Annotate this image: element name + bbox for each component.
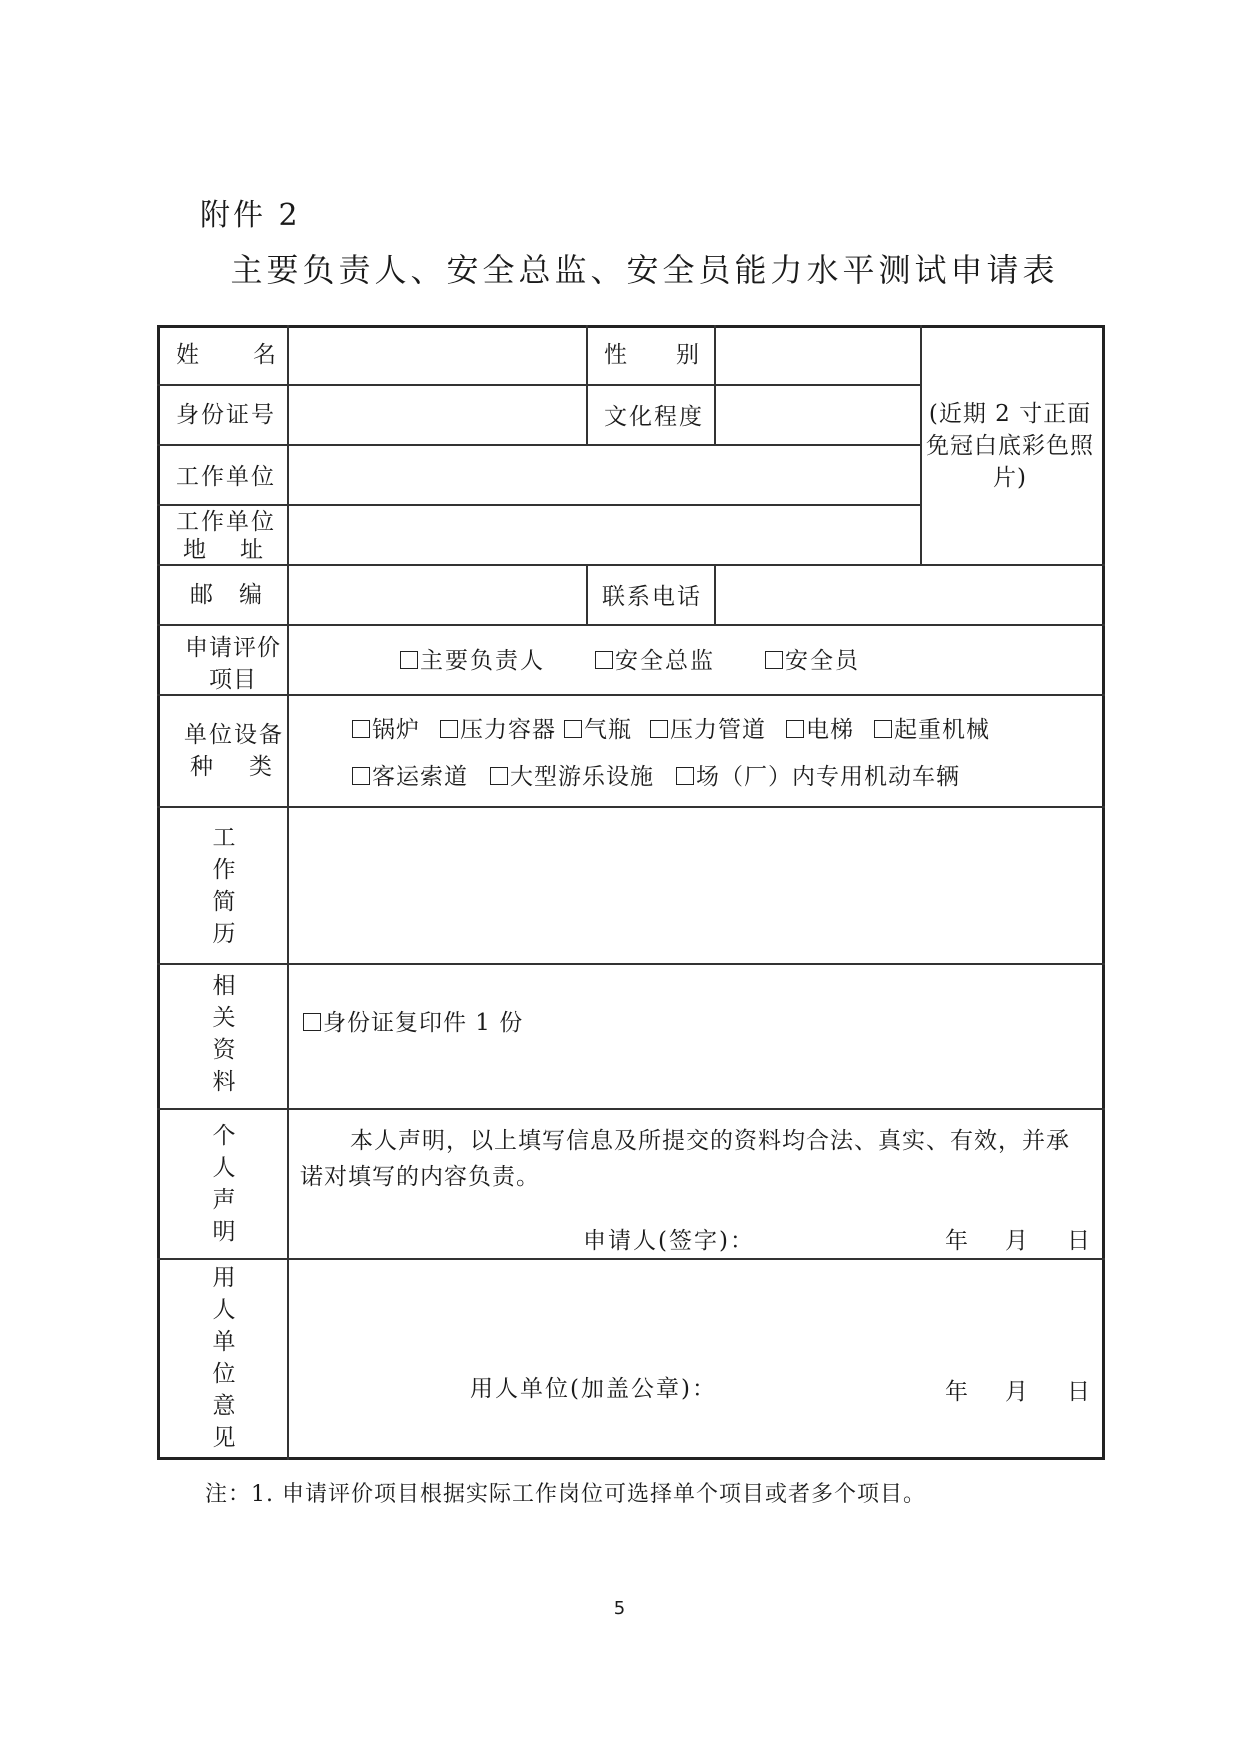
label-work-unit: 工作单位 [176, 464, 276, 490]
label-materials: 相关资料 [212, 973, 236, 1095]
label-id-number: 身份证号 [176, 402, 276, 428]
checkbox-icon [352, 767, 370, 785]
option-boiler[interactable]: 锅炉 [352, 715, 420, 745]
checkbox-icon [440, 720, 458, 738]
option-pressure-pipe[interactable]: 压力管道 [650, 715, 766, 745]
row-divider [157, 694, 1105, 696]
label-postcode: 邮 编 [190, 582, 262, 608]
employer-sign-month: 月 [1005, 1379, 1030, 1405]
checkbox-icon [490, 767, 508, 785]
equipment-options-row2 [352, 762, 960, 792]
resume-input[interactable] [290, 809, 1102, 962]
applicant-sign-month: 月 [1005, 1228, 1030, 1254]
label-declaration: 个人声明 [212, 1123, 236, 1245]
checkbox-icon [564, 720, 582, 738]
row-divider [157, 624, 1105, 626]
checkbox-icon [595, 651, 613, 669]
employer-sign-year: 年 [945, 1379, 970, 1405]
phone-input[interactable] [717, 567, 1102, 623]
label-employer-opinion: 用人单位意见 [212, 1265, 236, 1451]
employer-opinion-input[interactable] [290, 1261, 1102, 1381]
declaration-text: 本人声明，以上填写信息及所提交的资料均合法、真实、有效，并承诺对填写的内容负责。 [300, 1128, 1070, 1190]
checkbox-icon [786, 720, 804, 738]
option-lifting-machinery[interactable]: 起重机械 [874, 715, 990, 745]
photo-slot[interactable] [923, 328, 1103, 564]
equipment-options-row1 [352, 715, 990, 745]
education-input[interactable] [717, 387, 919, 443]
label-work-address-2: 地 址 [183, 537, 263, 563]
row-divider [157, 1108, 1105, 1110]
row-divider [157, 564, 1105, 566]
applicant-signature-field[interactable] [760, 1220, 930, 1256]
photo-placeholder-note: (近期 2 寸正面免冠白底彩色照片) [926, 401, 1094, 491]
label-gender: 性 别 [604, 342, 699, 368]
column-divider [920, 325, 922, 565]
checkbox-icon [874, 720, 892, 738]
column-divider [287, 325, 289, 1460]
apply-options [400, 646, 860, 676]
checkbox-icon [650, 720, 668, 738]
label-equipment-1: 单位设备 [184, 722, 284, 748]
option-amusement-facility[interactable]: 大型游乐设施 [490, 762, 654, 792]
row-divider [157, 384, 922, 386]
name-input[interactable] [290, 328, 585, 384]
column-divider [714, 564, 716, 624]
applicant-sign-day: 日 [1067, 1228, 1092, 1254]
label-education: 文化程度 [604, 404, 704, 430]
option-gas-cylinder[interactable]: 气瓶 [564, 715, 632, 745]
label-equipment-2: 种 类 [190, 754, 272, 780]
option-safety-officer[interactable]: 安全员 [765, 646, 860, 676]
page-number: 5 [613, 1598, 626, 1619]
attachment-label: 附件 2 [200, 198, 301, 233]
work-address-input[interactable] [290, 507, 919, 563]
label-apply-item: 申请评价项目 [185, 635, 281, 693]
checkbox-icon [352, 720, 370, 738]
employer-stamp-label: 用人单位(加盖公章)： [470, 1376, 717, 1402]
checkbox-icon [303, 1013, 321, 1031]
row-divider [157, 504, 922, 506]
label-phone: 联系电话 [602, 584, 702, 610]
option-principal[interactable]: 主要负责人 [400, 646, 545, 676]
row-divider [157, 963, 1105, 965]
page-title: 主要负责人、安全总监、安全员能力水平测试申请表 [230, 251, 1059, 289]
checkbox-icon [676, 767, 694, 785]
label-resume: 工作简历 [212, 825, 236, 947]
materials-option[interactable]: 身份证复印件 1 份 [303, 1008, 523, 1038]
applicant-signature-label: 申请人(签字)： [583, 1228, 755, 1254]
id-number-input[interactable] [290, 387, 585, 443]
column-divider [586, 325, 588, 445]
label-name: 姓 名 [176, 342, 276, 368]
postcode-input[interactable] [290, 567, 585, 623]
option-pressure-vessel[interactable]: 压力容器 [440, 715, 556, 745]
checkbox-icon [765, 651, 783, 669]
employer-sign-day: 日 [1067, 1379, 1092, 1405]
column-divider [714, 325, 716, 445]
footnote: 注：1. 申请评价项目根据实际工作岗位可选择单个项目或者多个项目。 [205, 1482, 926, 1507]
option-passenger-ropeway[interactable]: 客运索道 [352, 762, 468, 792]
work-unit-input[interactable] [290, 447, 919, 503]
option-elevator[interactable]: 电梯 [786, 715, 854, 745]
row-divider [157, 1258, 1105, 1260]
option-safety-director[interactable]: 安全总监 [595, 646, 715, 676]
gender-input[interactable] [717, 328, 919, 384]
checkbox-icon [400, 651, 418, 669]
row-divider [157, 806, 1105, 808]
label-work-address-1: 工作单位 [176, 509, 276, 535]
option-site-vehicle[interactable]: 场（厂）内专用机动车辆 [676, 762, 960, 792]
row-divider [157, 444, 922, 446]
applicant-sign-year: 年 [945, 1228, 970, 1254]
column-divider [586, 564, 588, 624]
